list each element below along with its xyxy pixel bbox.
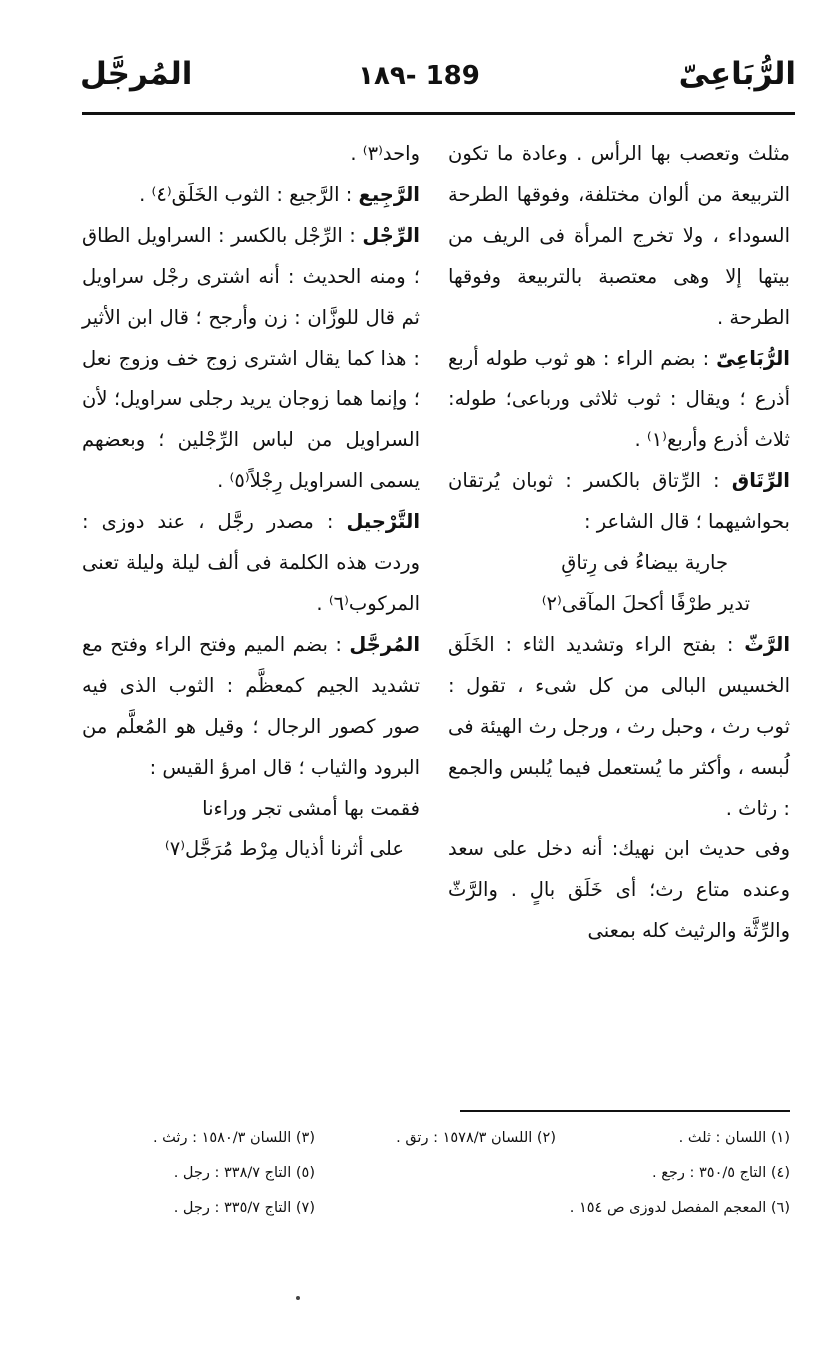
footnote: (٧) التاج ٣٣٥/٧ : رجل . [173,1200,315,1216]
entry-headword: الرَّجِيع [358,182,420,206]
entry-headword: الرِّتَاق [731,469,790,493]
entry-paragraph [82,134,420,175]
entry-text: : مصدر رجَّل ، عند دوزى : وردت هذه الكلمة فى ألف ليلة وليلة تعنى المركوب⁽٦⁾ . [82,510,420,615]
footnote-rule [460,1110,790,1112]
entry-headword: الرُّبَاعِىّ [716,346,790,370]
left-column [82,134,420,870]
entry-text: : بفتح الراء وتشديد الثاء : الخَلَق الخسيس البالى من كل شىء ، تقول : ثوب رث ، وحبل رث ، ورجل رث الهيئة فى لُبسه ، وأكثر ما يُستعمل فيما يُلبس والجمع : رثاث . [448,632,790,820]
entry-headword: الرَّثّ [744,632,790,656]
footnote: (٦) المعجم المفصل لدوزى ص ١٥٤ . [569,1200,790,1216]
verse-line: جارية بيضاءُ فى رِتاقِ [561,551,728,575]
entry-paragraph [82,625,420,789]
entry-headword: المُرجَّل [349,632,420,656]
right-column [448,134,790,952]
running-head-left: المُرجَّل [80,56,193,92]
entry-paragraph [448,461,790,543]
footnote: (٢) اللسان ١٥٧٨/٣ : رتق . [396,1130,556,1146]
entry-text: : الرِّجْل بالكسر : السراويل الطاق ؛ ومنه الحديث : أنه اشترى رجْل سراويل ثم قال للوزَّان : زن وأرجح ؛ قال ابن الأثير : هذا كما يقال اشترى زوج خف وزوج نعل ؛ وإنما هما زوجان يريد رجلى سراويل؛ لأن السراويل من لباس الرِّجْلين ؛ وبعضهم يسمى السراويل رِجْلاً⁽٥⁾ . [82,223,420,493]
verse-line: على أثرنا أذيال مِرْط مُرَجَّل⁽٧⁾ [164,837,404,861]
footnote: (١) اللسان : ثلث . [678,1130,790,1146]
entry-text: وفى حديث ابن نهيك: أنه دخل على سعد وعنده متاع رث؛ أى خَلَق بالٍ . والرَّثّ والرِّثَّة والرثيث كله بمعنى [448,837,790,943]
entry-headword: التَّرْجيل [346,510,420,534]
entry-paragraph [82,175,420,216]
footnote: (٤) التاج ٣٥٠/٥ : رجع . [651,1165,790,1181]
running-head-right: الرُّبَاعِىّ [678,56,796,92]
verse-line: فقمت بها أمشى تجر وراءنا [202,796,420,820]
entry-paragraph [448,829,790,952]
entry-text: : الرِّتاق بالكسر : ثوبان يُرتقان بحواشيهما ؛ قال الشاعر : [448,469,790,534]
entry-paragraph [82,216,420,502]
entry-headword: الرِّجْل [362,223,420,247]
stray-mark [296,1296,300,1300]
header-rule [82,112,795,115]
entry-text: مثلث وتعصب بها الرأس . وعادة ما تكون التربيعة من ألوان مختلفة، وفوقها الطرحة السوداء ، ولا تخرج المرأة فى الريف من بيتها إلا وهى معتصبة بالتربيعة وفوقها الطرحة . [448,142,790,329]
footnote: (٣) اللسان ١٥٨٠/٣ : رثث . [152,1130,315,1146]
footnote: (٥) التاج ٣٣٨/٧ : رجل . [173,1165,315,1181]
entry-text: : بضم الراء : هو ثوب طوله أربع أذرع ؛ ويقال : ثوب ثلاثى ورباعى؛ طوله: ثلاث أذرع وأربع⁽١⁾ . [448,346,790,452]
entry-paragraph [82,502,420,625]
entry-text: واحد⁽٣⁾ . [350,142,420,165]
verse-line: تدير طرْفًا أكحلَ المآقى⁽٢⁾ [541,591,750,615]
entry-paragraph [448,339,790,462]
entry-text: : بضم الميم وفتح الراء وفتح مع تشديد الجيم كمعظَّم : الثوب الذى فيه صور كصور الرجال ؛ وقيل هو المُعلَّم من البرود والثياب ؛ قال امرؤ القيس : [82,632,420,779]
entry-paragraph [448,134,790,339]
entry-paragraph [448,625,790,830]
entry-text: : الرَّجيع : الثوب الخَلَق⁽٤⁾ . [139,182,359,206]
page-number: ١٨٩- 189 [358,61,480,91]
